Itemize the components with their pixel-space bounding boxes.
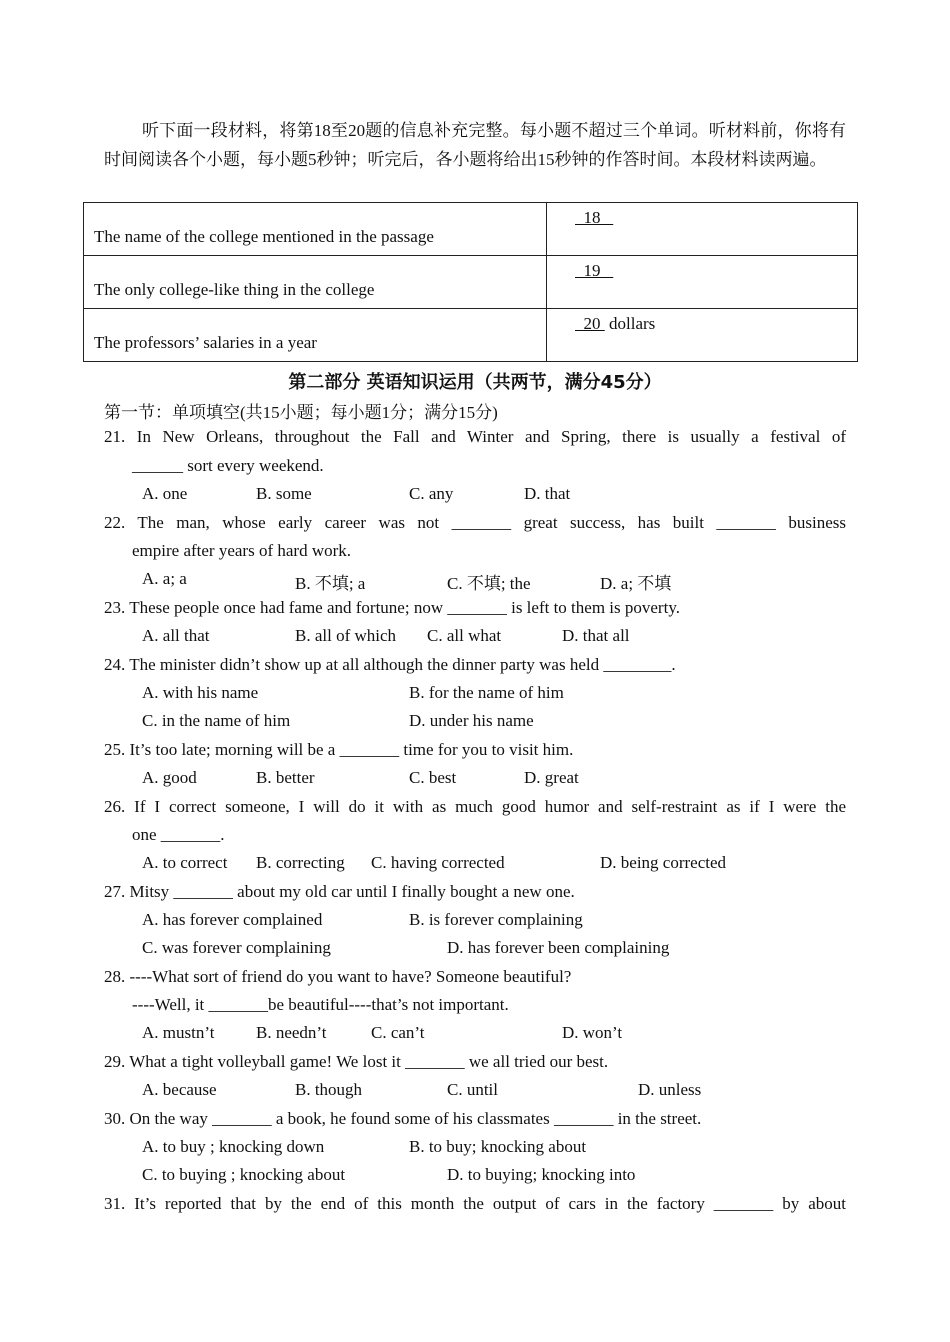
q30-option-a: A. to buy ; knocking down	[142, 1137, 325, 1156]
table-row	[84, 309, 858, 362]
q25-option-b: B. better	[256, 768, 315, 787]
q29-option-a: A. because	[142, 1080, 217, 1099]
q22-option-d: D. a; 不填	[600, 574, 672, 593]
question-21: 21. In New Orleans, throughout the Fall and Winter and Spring, there is usually a festival of	[104, 427, 846, 446]
q22-option-b: B. 不填; a	[295, 574, 366, 593]
q26-option-c: C. having corrected	[371, 853, 505, 872]
question-31: 31. It’s reported that by the end of this month the output of cars in the factory _______ by about	[104, 1194, 846, 1213]
question-25: 25. It’s too late; morning will be a _______ time for you to visit him.	[104, 740, 574, 759]
question-30: 30. On the way _______ a book, he found some of his classmates _______ in the street.	[104, 1109, 702, 1128]
q28-option-b: B. needn’t	[256, 1023, 327, 1042]
q25-option-c: C. best	[409, 768, 457, 787]
q21-option-c: C. any	[409, 484, 454, 503]
q21-option-b: B. some	[256, 484, 312, 503]
question-24: 24. The minister didn’t show up at all although the dinner party was held ________.	[104, 655, 676, 674]
q22-option-a: A. a; a	[142, 569, 187, 588]
answer-cell	[547, 256, 858, 309]
question-22-cont: empire after years of hard work.	[132, 541, 352, 560]
question-28-cont: ----Well, it _______be beautiful----that’s not important.	[132, 995, 509, 1014]
question-26-cont: one _______.	[132, 825, 225, 844]
table-row	[84, 203, 858, 256]
q28-option-c: C. can’t	[371, 1023, 425, 1042]
q23-option-b: B. all of which	[295, 626, 397, 645]
q24-option-b: B. for the name of him	[409, 683, 564, 702]
answer-suffix: dollars	[604, 314, 656, 333]
listening-table	[83, 202, 858, 362]
table-row	[84, 256, 858, 309]
q27-option-c: C. was forever complaining	[142, 938, 331, 957]
question-28: 28. ----What sort of friend do you want to have? Someone beautiful?	[104, 967, 572, 986]
q28-option-a: A. mustn’t	[142, 1023, 215, 1042]
q24-option-d: D. under his name	[409, 711, 534, 730]
answer-blank-18: 18	[575, 208, 614, 227]
answer-cell	[547, 203, 858, 256]
q27-option-a: A. has forever complained	[142, 910, 323, 929]
question-27: 27. Mitsy _______ about my old car until I finally bought a new one.	[104, 882, 575, 901]
q26-option-d: D. being corrected	[600, 853, 727, 872]
answer-cell	[547, 309, 858, 362]
question-21-cont: ______ sort every weekend.	[132, 456, 324, 475]
q30-option-c: C. to buying ; knocking about	[142, 1165, 346, 1184]
q23-option-c: C. all what	[427, 626, 502, 645]
q23-option-a: A. all that	[142, 626, 210, 645]
question-29: 29. What a tight volleyball game! We lost it _______ we all tried our best.	[104, 1052, 609, 1071]
q30-option-b: B. to buy; knocking about	[409, 1137, 587, 1156]
q22-option-c: C. 不填; the	[447, 574, 531, 593]
q26-option-a: A. to correct	[142, 853, 228, 872]
q21-option-d: D. that	[524, 484, 571, 503]
q25-option-d: D. great	[524, 768, 579, 787]
q29-option-c: C. until	[447, 1080, 499, 1099]
q25-option-a: A. good	[142, 768, 197, 787]
q24-option-a: A. with his name	[142, 683, 259, 702]
row-label: The professors’ salaries in a year	[84, 309, 547, 362]
q30-option-d: D. to buying; knocking into	[447, 1165, 636, 1184]
q27-option-b: B. is forever complaining	[409, 910, 583, 929]
q23-option-d: D. that all	[562, 626, 630, 645]
q26-option-b: B. correcting	[256, 853, 345, 872]
q27-option-d: D. has forever been complaining	[447, 938, 670, 957]
answer-blank-19: 19	[575, 261, 614, 280]
q21-option-a: A. one	[142, 484, 188, 503]
q29-option-d: D. unless	[638, 1080, 702, 1099]
listening-instructions: 听下面一段材料，将第18至20题的信息补充完整。每小题不超过三个单词。听材料前，你将有时间阅读各个小题，每小题5秒钟；听完后，各小题将给出15秒钟的作答时间。本段材料读两遍。	[104, 121, 846, 169]
part-two-title: 第二部分 英语知识运用（共两节，满分45分）	[288, 372, 662, 393]
question-22: 22. The man, whose early career was not _______ great success, has built _______ business	[104, 513, 846, 532]
q24-option-c: C. in the name of him	[142, 711, 291, 730]
row-label: The name of the college mentioned in the passage	[84, 203, 547, 256]
question-23: 23. These people once had fame and fortune; now _______ is left to them is poverty.	[104, 598, 680, 617]
answer-blank-20: 20	[575, 314, 605, 333]
q28-option-d: D. won’t	[562, 1023, 623, 1042]
row-label: The only college-like thing in the college	[84, 256, 547, 309]
q29-option-b: B. though	[295, 1080, 363, 1099]
question-26: 26. If I correct someone, I will do it with as much good humor and self-restraint as if I were the	[104, 797, 846, 816]
section-one-title: 第一节：单项填空(共15小题；每小题1分；满分15分)	[104, 403, 498, 422]
